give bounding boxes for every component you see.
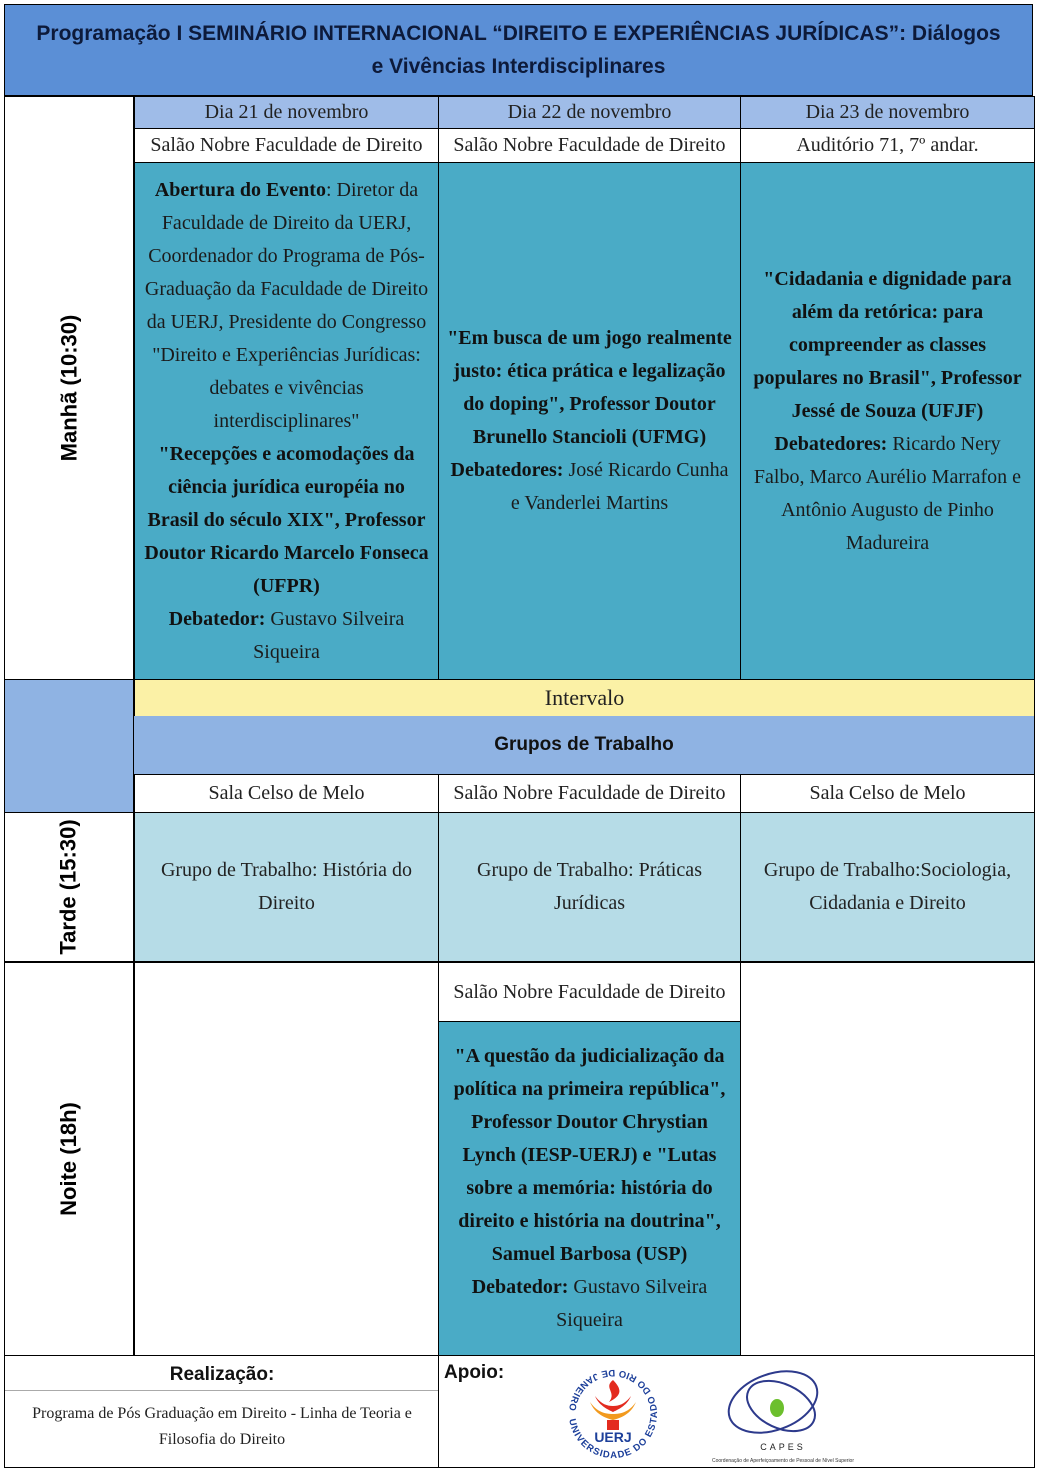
evening-talk: "A questão da judicialização da política na primeira república", Professor Doutor Chrystian Lynch (IESP-UERJ) e "Lutas sobre a memória: história do direito e história na doutrina", Samuel Barbosa (USP) — [453, 1045, 726, 1265]
footer-divider — [5, 1390, 438, 1391]
uerj-ring-text: UNIVERSIDADE DO ESTADO DO RIO DE JANEIRO — [565, 1366, 661, 1462]
day-header-22-text: Dia 22 de novembro — [507, 101, 672, 123]
venue-afternoon-3-text: Sala Celso de Melo — [809, 782, 966, 804]
uerj-logo-graphic — [543, 1362, 683, 1466]
morning-session-1 — [134, 162, 439, 680]
debater-label-2: Debatedores: — [450, 459, 564, 481]
venue-afternoon-1-text: Sala Celso de Melo — [208, 782, 365, 804]
venue-morning-2 — [438, 128, 741, 163]
afternoon-group-3 — [740, 812, 1035, 962]
row-label-afternoon — [4, 812, 134, 962]
page-title — [4, 4, 1033, 96]
day-header-23 — [740, 96, 1035, 129]
talk-title-2: "Em busca de um jogo realmente justo: ética prática e legalização do doping", Professor Doutor Brunello Stancioli (UFMG) — [447, 327, 732, 448]
evening-empty-1 — [134, 962, 439, 1356]
venue-afternoon-3 — [740, 774, 1035, 813]
debater-1: Gustavo Silveira Siqueira — [253, 607, 405, 663]
row-label-evening — [4, 962, 134, 1356]
afternoon-group-2-text: Grupo de Trabalho: Práticas Jurídicas — [477, 859, 702, 914]
venue-morning-3-text: Auditório 71, 7º andar. — [796, 134, 979, 156]
opening-title: Abertura do Evento — [154, 178, 326, 201]
morning-session-2 — [438, 162, 741, 680]
capes-text: CAPES — [760, 1442, 806, 1452]
row-label-morning — [4, 96, 134, 680]
evening-label: Noite (18h) — [56, 1102, 81, 1216]
day-header-22 — [438, 96, 741, 129]
venue-morning-3 — [740, 128, 1035, 163]
footer-apoio — [438, 1356, 1035, 1468]
footer-realizacao — [4, 1356, 438, 1468]
talk-title-3: "Cidadania e dignidade para além da retórica: para compreender as classes populares no Brasil", Professor Jessé de Souza (UFJF) — [753, 267, 1022, 422]
opening-text: : Diretor da Faculdade de Direito da UERJ, Coordenador do Programa de Pós-Graduação da Faculdade de Direito da UERJ, Presidente do Congresso "Direito e Experiências Jurídicas: debates e vivências interdisciplinares" — [144, 178, 429, 432]
venue-afternoon-1 — [134, 774, 439, 813]
interval-row — [134, 679, 1035, 717]
interval-text: Intervalo — [544, 685, 625, 710]
talk-title-1: "Recepções e acomodações da ciência jurídica européia no Brasil do século XIX", Professor Doutor Ricardo Marcelo Fonseca (UFPR) — [144, 442, 429, 597]
debater-3: Ricardo Nery Falbo, Marco Aurélio Marrafon e Antônio Augusto de Pinho Madureira — [753, 432, 1022, 554]
evening-debater-label: Debatedor: — [471, 1276, 569, 1298]
uerj-logo-text: UERJ — [594, 1429, 632, 1445]
venue-morning-1-text: Salão Nobre Faculdade de Direito — [150, 134, 423, 156]
venue-morning-2-text: Salão Nobre Faculdade de Direito — [453, 134, 726, 156]
working-groups-title: Grupos de Trabalho — [494, 734, 674, 755]
realizacao-label: Realização: — [169, 1364, 275, 1385]
debater-label-1: Debatedor: — [168, 607, 266, 630]
venue-evening-text: Salão Nobre Faculdade de Direito — [453, 980, 726, 1003]
morning-label: Manhã (10:30) — [56, 314, 81, 462]
program-text: Programa de Pós Graduação em Direito - Linha de Teoria e Filosofia do Direito — [32, 1405, 412, 1448]
working-groups-band — [134, 716, 1035, 774]
afternoon-group-2 — [438, 812, 741, 962]
evening-session — [438, 1021, 741, 1356]
capes-sub-text: Coordenação de Aperfeiçoamento de Pessoal de Nível Superior — [711, 1458, 855, 1464]
capes-logo-graphic — [701, 1358, 865, 1466]
apoio-label: Apoio: — [444, 1362, 505, 1383]
evening-debater: Gustavo Silveira Siqueira — [556, 1276, 708, 1331]
venue-morning-1 — [134, 128, 439, 163]
afternoon-group-3-text: Grupo de Trabalho:Sociologia, Cidadania e Direito — [763, 859, 1012, 914]
day-header-23-text: Dia 23 de novembro — [805, 101, 970, 123]
page-title-text: Programação I SEMINÁRIO INTERNACIONAL “DIREITO E EXPERIÊNCIAS JURÍDICAS”: Diálogos e Vivências Interdisciplinares — [36, 22, 1001, 78]
venue-afternoon-2 — [438, 774, 741, 813]
capes-logo — [701, 1358, 865, 1466]
morning-session-3 — [740, 162, 1035, 680]
afternoon-group-1-text: Grupo de Trabalho: História do Direito — [160, 859, 413, 914]
afternoon-group-1 — [134, 812, 439, 962]
uerj-logo — [543, 1362, 683, 1466]
day-header-21-text: Dia 21 de novembro — [204, 101, 369, 123]
left-band — [4, 680, 134, 812]
venue-afternoon-2-text: Salão Nobre Faculdade de Direito — [453, 782, 726, 804]
venue-evening — [438, 962, 741, 1022]
day-header-21 — [134, 96, 439, 129]
debater-2: José Ricardo Cunha e Vanderlei Martins — [510, 459, 729, 514]
afternoon-label: Tarde (15:30) — [56, 819, 81, 955]
evening-empty-3 — [740, 962, 1035, 1356]
debater-label-3: Debatedores: — [774, 432, 888, 455]
